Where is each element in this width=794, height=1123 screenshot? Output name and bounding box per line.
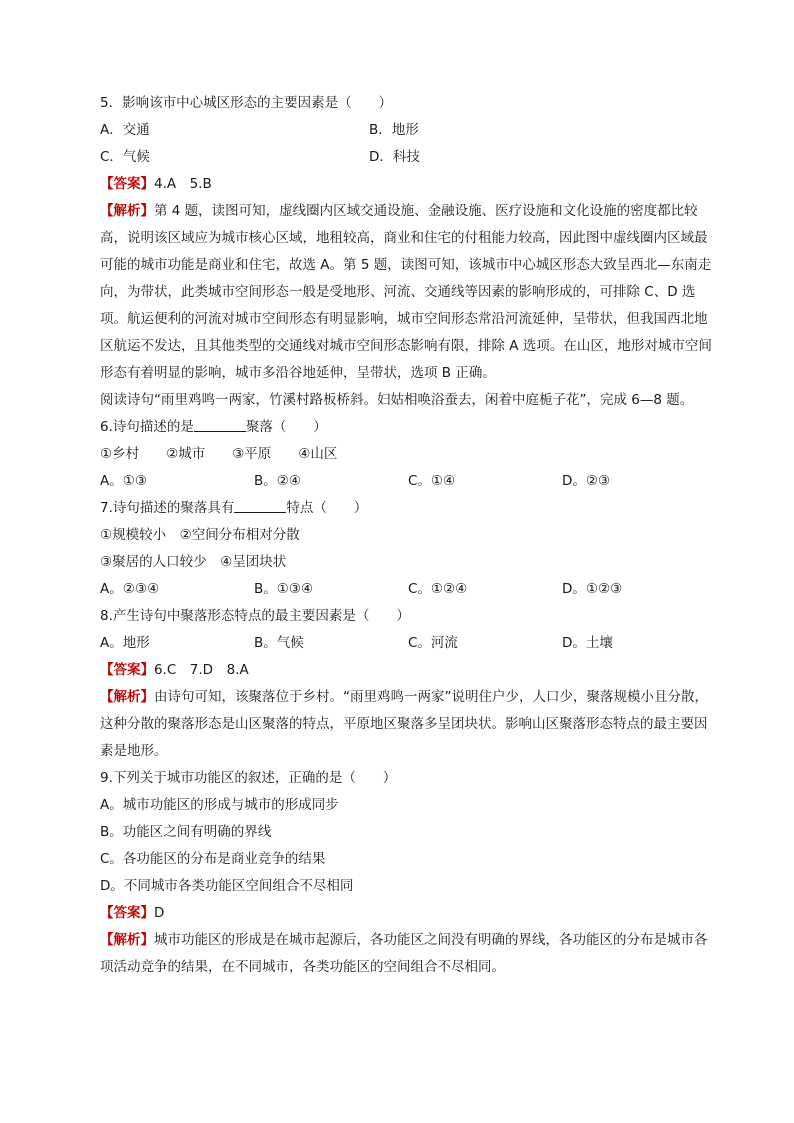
question-6-stem-part-1: 6.诗句描述的是: [100, 419, 194, 435]
answer-tag: 【答案】: [100, 662, 154, 678]
answer-9: [100, 900, 720, 927]
question-7-items-2: ③聚居的人口较少 ④呈团块状: [100, 554, 287, 570]
explanation-tag: 【解析】: [100, 203, 154, 219]
question-8-options: [100, 630, 720, 657]
question-8-option-b: B。气候: [254, 635, 304, 651]
answer-tag: 【答案】: [100, 905, 154, 921]
question-6-items: ①乡村 ②城市 ③平原 ④山区: [100, 446, 338, 462]
explanation-tag: 【解析】: [100, 932, 154, 948]
explanation-text: 城市功能区的形成是在城市起源后，各功能区之间没有明确的界线，各功能区的分布是城市各项活动竞争的结果，在不同城市，各类功能区的空间组合不尽相同。: [100, 932, 708, 975]
question-9-option-a: A。城市功能区的形成与城市的形成同步: [100, 797, 339, 813]
question-7-items-1: ①规模较小 ②空间分布相对分散: [100, 527, 300, 543]
explanation-tag: 【解析】: [100, 689, 154, 705]
explanation-4-5: [100, 198, 720, 387]
question-6-stem-part-2: 聚落（ ）: [245, 419, 327, 435]
question-6-stem: [100, 414, 720, 441]
poem-passage: 阅读诗句“雨里鸡鸣一两家，竹溪村路板桥斜。妇姑相唤浴蚕去，闲着中庭栀子花”，完成 6—8 题。: [100, 392, 694, 408]
question-7-stem-part-1: 7.诗句描述的聚落具有: [100, 500, 235, 516]
question-5-options-row-1: [100, 117, 720, 144]
question-9-option-c: C。各功能区的分布是商业竞争的结果: [100, 851, 326, 867]
answer-text: D: [154, 905, 165, 921]
explanation-text: 第 4 题，读图可知，虚线圈内区域交通设施、金融设施、医疗设施和文化设施的密度都比较高，说明该区域应为城市核心区域，地租较高，商业和住宅的付租能力较高，因此图中虚线圈内区域最可能的城市功能是商业和住宅，故选 A。第 5 题，读图可知，该城市中心城区形态大致呈西北—东南走向，为带状，此类城市空间形态一般是受地形、河流、交通线等因素的影响形成的，可排除 C、D 选项。航运便利的河流对城市空间形态有明显影响，城市空间形态常沿河流延伸，呈带状，但我国西北地区航运不发达，且其他类型的交通线对城市空间形态影响有限，排除 A 选项。在山区，地形对城市空间形态有着明显的影响，城市多沿谷地延伸，呈带状，选项 B 正确。: [100, 203, 712, 381]
question-9-option-b: B。功能区之间有明确的界线: [100, 824, 272, 840]
question-9-option-d: D。不同城市各类功能区空间组合不尽相同: [100, 878, 354, 894]
question-5-option-b: B．地形: [369, 122, 419, 138]
explanation-9: [100, 927, 720, 981]
fill-blank: [234, 498, 286, 513]
question-8-option-a: A。地形: [100, 635, 150, 651]
question-5-option-a: A．交通: [100, 122, 150, 138]
question-5-option-d: D．科技: [369, 149, 420, 165]
question-5-stem: 5．影响该市中心城区形态的主要因素是（ ）: [100, 95, 393, 111]
question-7-option-b: B。①③④: [254, 581, 314, 597]
answer-6-8: [100, 657, 720, 684]
question-6-option-b: B。②④: [254, 473, 301, 489]
question-7-options: [100, 576, 720, 603]
question-6-option-c: C。①④: [408, 473, 456, 489]
question-7-option-a: A。②③④: [100, 581, 160, 597]
question-8-option-c: C。河流: [408, 635, 458, 651]
question-7-option-d: D。①②③: [562, 581, 623, 597]
question-8-option-d: D。土壤: [562, 635, 613, 651]
question-6-option-d: D。②③: [562, 473, 611, 489]
question-8-stem: 8.产生诗句中聚落形态特点的最主要因素是（ ）: [100, 608, 410, 624]
question-6-option-a: A。①③: [100, 473, 147, 489]
fill-blank: [194, 417, 246, 432]
question-7-stem-part-2: 特点（ ）: [286, 500, 368, 516]
explanation-6-8: [100, 684, 720, 765]
answer-text: 6.C 7.D 8.A: [154, 662, 249, 678]
question-5-option-c: C．气候: [100, 149, 150, 165]
question-7-option-c: C。①②④: [408, 581, 468, 597]
question-5-options-row-2: [100, 144, 720, 171]
document-content: [100, 90, 720, 981]
question-6-options: [100, 468, 720, 495]
explanation-text: 由诗句可知，该聚落位于乡村。“雨里鸡鸣一两家”说明住户少，人口少，聚落规模小且分散，这种分散的聚落形态是山区聚落的特点，平原地区聚落多呈团块状。影响山区聚落形态特点的最主要因素是地形。: [100, 689, 708, 759]
answer-4-5: [100, 171, 720, 198]
answer-tag: 【答案】: [100, 176, 154, 192]
answer-text: 4.A 5.B: [154, 176, 212, 192]
question-7-stem: [100, 495, 720, 522]
question-9-stem: 9.下列关于城市功能区的叙述，正确的是（ ）: [100, 770, 397, 786]
